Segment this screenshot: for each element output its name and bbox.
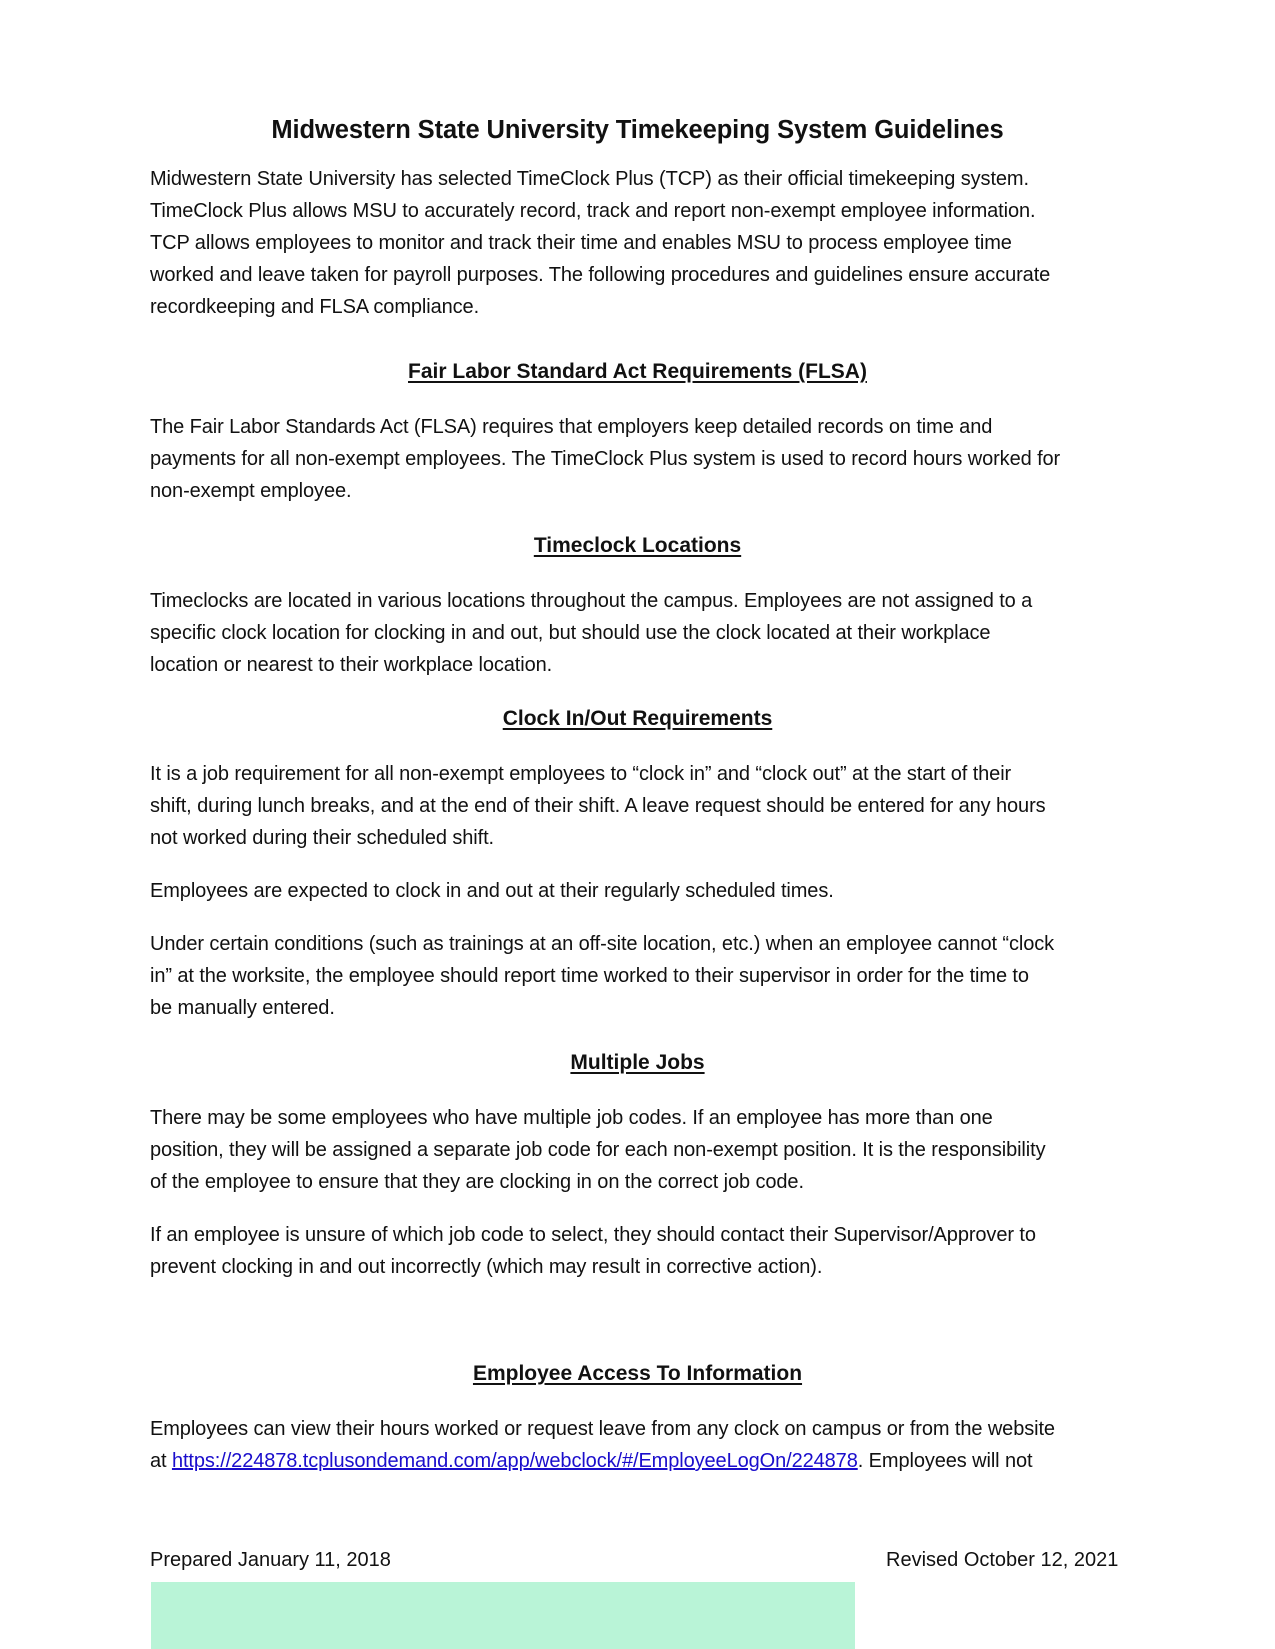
paragraph-line: Timeclocks are located in various locations throughout the campus. Employees are not assigned to a — [150, 590, 1033, 612]
paragraph-line: recordkeeping and FLSA compliance. — [150, 296, 480, 318]
paragraph-line: prevent clocking in and out incorrectly (which may result in corrective action). — [150, 1256, 823, 1278]
footer-highlight-band — [151, 1582, 855, 1649]
clock-in-out-paragraph-3 — [150, 928, 1130, 1024]
paragraph-line: The Fair Labor Standards Act (FLSA) requires that employers keep detailed records on time and — [150, 416, 993, 438]
timeclock-locations-paragraph — [150, 585, 1130, 681]
paragraph-line: Employees are expected to clock in and out at their regularly scheduled times. — [150, 880, 834, 902]
section-heading-clock-in-out: Clock In/Out Requirements — [502, 707, 773, 730]
section-heading-timeclock-locations: Timeclock Locations — [533, 534, 742, 557]
revised-date: Revised October 12, 2021 — [886, 1549, 1119, 1571]
paragraph-line: It is a job requirement for all non-exempt employees to “clock in” and “clock out” at the start of their — [150, 763, 1012, 785]
paragraph-line: TCP allows employees to monitor and track their time and enables MSU to process employee time — [150, 232, 1012, 254]
clock-in-out-paragraph-2 — [150, 875, 1130, 907]
paragraph-line: Under certain conditions (such as trainings at an off-site location, etc.) when an employee cannot “clock — [150, 933, 1055, 955]
paragraph-line: position, they will be assigned a separate job code for each non-exempt position. It is the responsibility — [150, 1139, 1046, 1161]
paragraph-line: Midwestern State University has selected TimeClock Plus (TCP) as their official timekeeping system. — [150, 168, 1029, 190]
section-heading-flsa: Fair Labor Standard Act Requirements (FLSA) — [408, 360, 867, 383]
flsa-paragraph — [150, 411, 1130, 507]
multiple-jobs-paragraph-1 — [150, 1102, 1130, 1198]
document-title: Midwestern State University Timekeeping System Guidelines — [271, 116, 1004, 144]
paragraph-line: non-exempt employee. — [150, 480, 352, 502]
section-heading-employee-access: Employee Access To Information — [472, 1362, 803, 1385]
paragraph-line: shift, during lunch breaks, and at the end of their shift. A leave request should be entered for any hours — [150, 795, 1046, 817]
webclock-link[interactable]: https://224878.tcplusondemand.com/app/webclock/#/EmployeeLogOn/224878 — [171, 1450, 858, 1472]
paragraph-line: specific clock location for clocking in and out, but should use the clock located at their workplace — [150, 622, 991, 644]
paragraph-line: There may be some employees who have multiple job codes. If an employee has more than one — [150, 1107, 993, 1129]
paragraph-line: worked and leave taken for payroll purposes. The following procedures and guidelines ensure accurate — [150, 264, 1051, 286]
section-heading-multiple-jobs: Multiple Jobs — [570, 1051, 705, 1074]
paragraph-line: TimeClock Plus allows MSU to accurately record, track and report non-exempt employee information. — [150, 200, 1036, 222]
line-prefix: at — [150, 1450, 172, 1472]
paragraph-line: payments for all non-exempt employees. The TimeClock Plus system is used to record hours worked for — [150, 448, 1061, 470]
paragraph-line — [150, 1445, 1130, 1477]
paragraph-line: Employees can view their hours worked or request leave from any clock on campus or from the website — [150, 1418, 1055, 1440]
paragraph-line: not worked during their scheduled shift. — [150, 827, 494, 849]
paragraph-line: If an employee is unsure of which job code to select, they should contact their Supervisor/Approver to — [150, 1224, 1036, 1246]
employee-access-paragraph — [150, 1413, 1130, 1477]
paragraph-line: in” at the worksite, the employee should report time worked to their supervisor in order for the time to — [150, 965, 1029, 987]
multiple-jobs-paragraph-2 — [150, 1219, 1130, 1283]
intro-paragraph — [150, 163, 1130, 323]
clock-in-out-paragraph-1 — [150, 758, 1130, 854]
paragraph-line: of the employee to ensure that they are clocking in on the correct job code. — [150, 1171, 804, 1193]
paragraph-line: location or nearest to their workplace location. — [150, 654, 553, 676]
paragraph-line: be manually entered. — [150, 997, 335, 1019]
line-suffix: . Employees will not — [857, 1450, 1033, 1472]
prepared-date: Prepared January 11, 2018 — [150, 1549, 391, 1571]
